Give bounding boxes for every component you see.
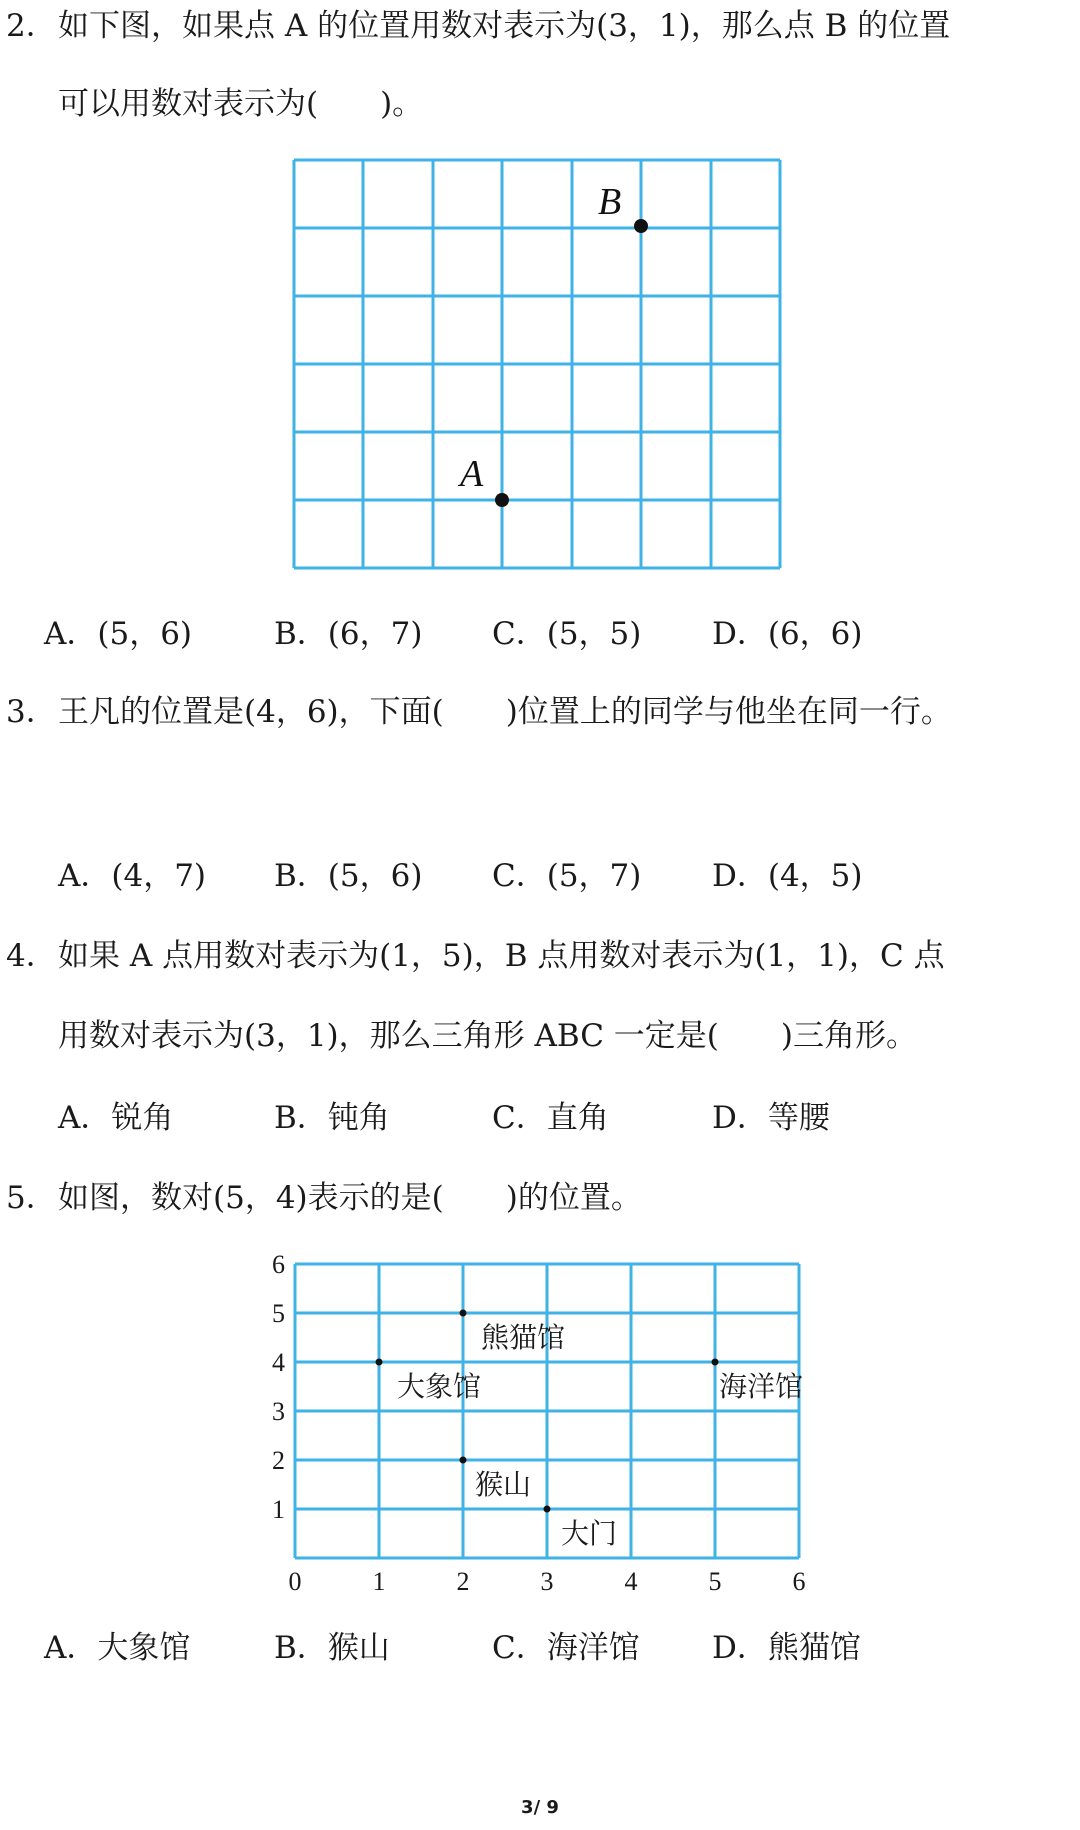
- q2-text-line1: 如下图，如果点 A 的位置用数对表示为(3，1)，那么点 B 的位置: [58, 8, 951, 44]
- q2-number: 2．: [6, 8, 57, 44]
- place-dot-4: [544, 1506, 551, 1513]
- x-tick-4: 4: [624, 1567, 638, 1596]
- q3-option-a[interactable]: A．(4，7): [58, 858, 207, 894]
- place-label-3: 猴山: [475, 1468, 532, 1501]
- place-dot-1: [376, 1359, 383, 1366]
- q3-option-c[interactable]: C．(5，7): [492, 858, 642, 894]
- q5-option-d[interactable]: D．熊猫馆: [712, 1630, 861, 1666]
- q2-grid-lines: [294, 160, 780, 568]
- place-label-1: 大象馆: [397, 1370, 482, 1403]
- x-tick-2: 2: [456, 1567, 470, 1596]
- q3-text-line1: 王凡的位置是(4，6)，下面( )位置上的同学与他坐在同一行。: [58, 694, 952, 730]
- y-tick-4: 4: [272, 1348, 285, 1377]
- x-tick-5: 5: [708, 1567, 722, 1596]
- q4-option-d[interactable]: D．等腰: [712, 1100, 830, 1136]
- q5-text-line1: 如图，数对(5，4)表示的是( )的位置。: [58, 1180, 642, 1216]
- y-tick-3: 3: [272, 1397, 285, 1426]
- q2-option-d[interactable]: D．(6，6): [712, 616, 863, 652]
- point-b-label: B: [598, 181, 622, 223]
- q2-option-c[interactable]: C．(5，5): [492, 616, 642, 652]
- y-tick-5: 5: [272, 1299, 285, 1328]
- q3-number: 3．: [6, 694, 57, 730]
- q5-option-b[interactable]: B．猴山: [274, 1630, 390, 1666]
- q2-option-b[interactable]: B．(6，7): [274, 616, 423, 652]
- point-b-dot: [634, 219, 648, 233]
- q4-text-line2: 用数对表示为(3，1)，那么三角形 ABC 一定是( )三角形。: [58, 1018, 917, 1054]
- q4-option-a[interactable]: A．锐角: [58, 1100, 174, 1136]
- q2-option-a[interactable]: A．(5，6): [44, 616, 193, 652]
- q5-option-a[interactable]: A．大象馆: [44, 1630, 191, 1666]
- x-tick-1: 1: [372, 1567, 386, 1596]
- q5-number: 5．: [6, 1180, 57, 1216]
- y-tick-1: 1: [272, 1495, 285, 1524]
- q3-option-d[interactable]: D．(4，5): [712, 858, 863, 894]
- place-dot-2: [712, 1359, 719, 1366]
- x-tick-6: 6: [792, 1567, 806, 1596]
- place-label-4: 大门: [561, 1517, 618, 1550]
- point-a-dot: [495, 493, 509, 507]
- q4-number: 4．: [6, 938, 57, 974]
- q3-option-b[interactable]: B．(5，6): [274, 858, 423, 894]
- y-tick-6: 6: [272, 1250, 285, 1279]
- x-tick-0: 0: [288, 1567, 302, 1596]
- point-a-label: A: [460, 453, 484, 495]
- place-dot-3: [460, 1457, 467, 1464]
- x-tick-3: 3: [540, 1567, 554, 1596]
- q5-option-c[interactable]: C．海洋馆: [492, 1630, 640, 1666]
- q4-text-line1: 如果 A 点用数对表示为(1，5)，B 点用数对表示为(1，1)，C 点: [58, 938, 945, 974]
- q4-option-b[interactable]: B．钝角: [274, 1100, 390, 1136]
- page-number: 3/ 9: [521, 1797, 559, 1818]
- place-dot-0: [460, 1310, 467, 1317]
- q2-grid-figure: [292, 158, 792, 578]
- q5-map-figure: [250, 1240, 830, 1600]
- y-tick-2: 2: [272, 1446, 285, 1475]
- place-label-0: 熊猫馆: [481, 1321, 566, 1354]
- q4-option-c[interactable]: C．直角: [492, 1100, 609, 1136]
- q2-text-line2: 可以用数对表示为( )。: [58, 86, 424, 122]
- place-label-2: 海洋馆: [719, 1370, 804, 1403]
